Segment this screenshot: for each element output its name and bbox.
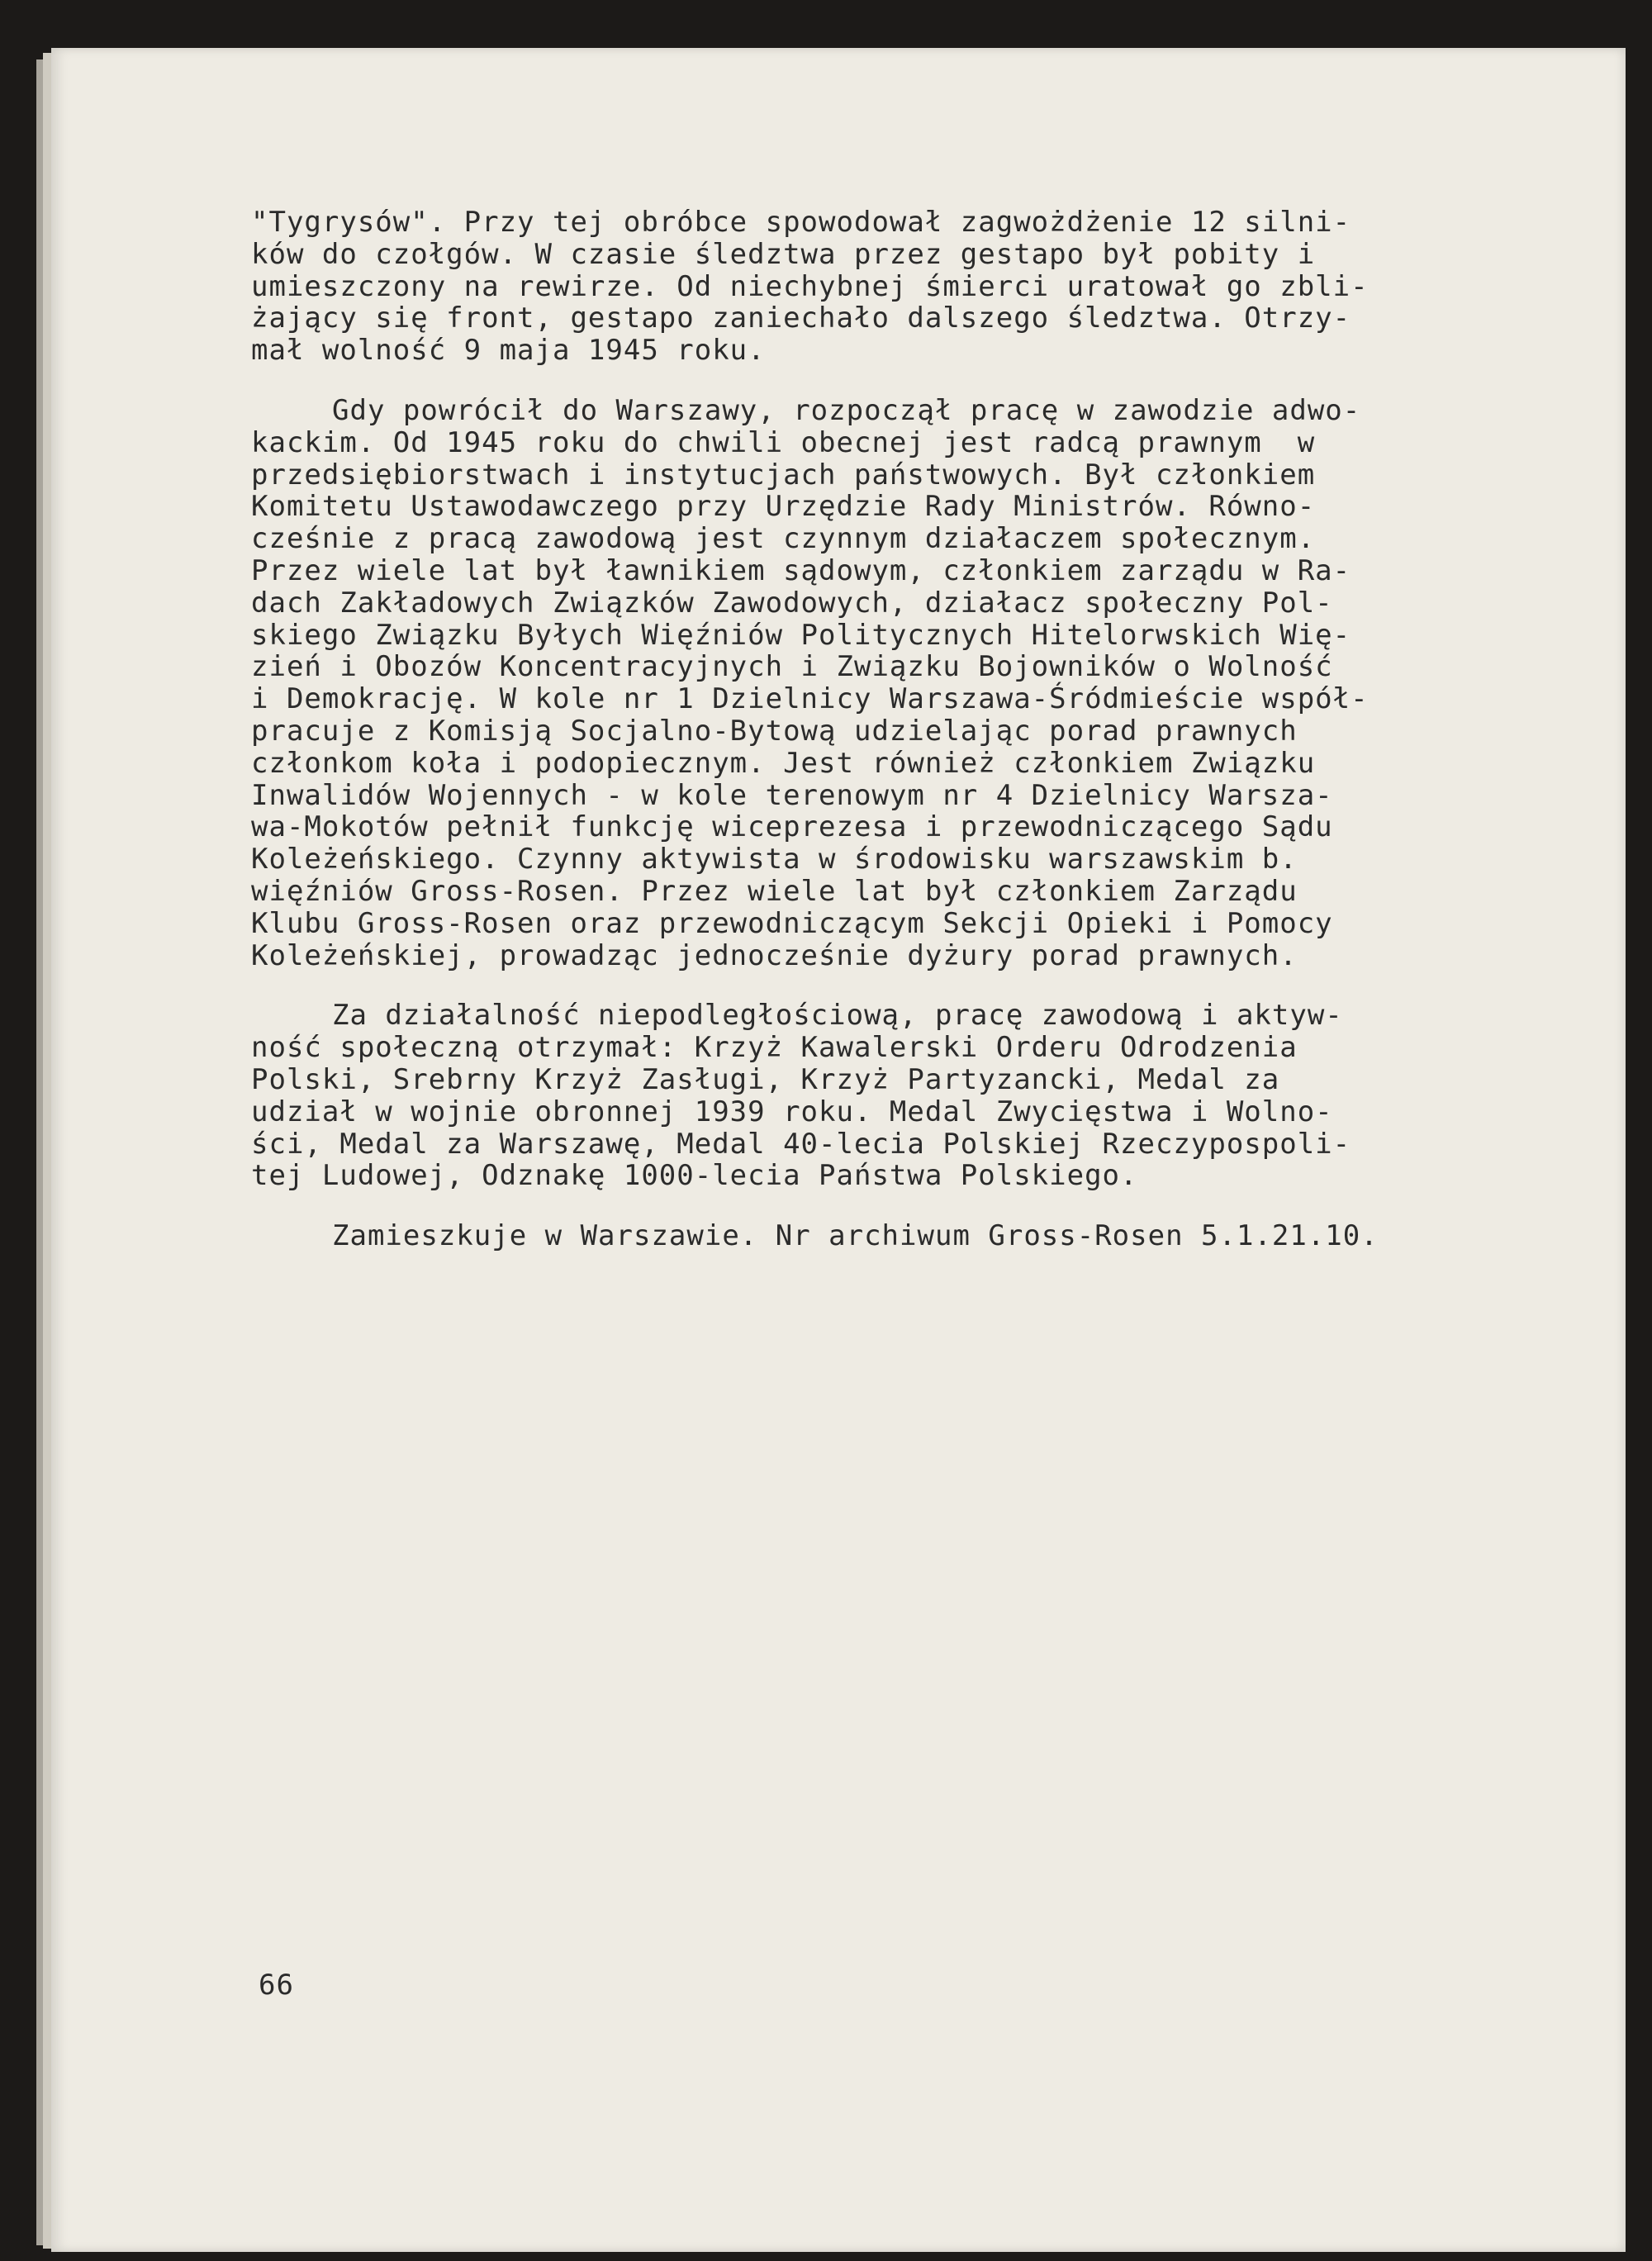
text-line: i Demokrację. W kole nr 1 Dzielnicy Warszawa-Śródmieście współ- [251,682,1369,716]
text-line: Polski, Srebrny Krzyż Zasługi, Krzyż Partyzancki, Medal za [251,1062,1280,1096]
text-line: dach Zakładowych Związków Zawodowych, działacz społeczny Pol- [251,586,1333,620]
text-line: ków do czołgów. W czasie śledztwa przez gestapo był pobity i [251,237,1316,271]
text-line: Klubu Gross-Rosen oraz przewodniczącym Sekcji Opieki i Pomocy [251,906,1333,940]
text-line: pracuje z Komisją Socjalno-Bytową udzielając porad prawnych [251,714,1298,748]
text-line: "Tygrysów". Przy tej obróbce spowodował zagwożdżenie 12 silni- [251,206,1351,239]
text-line: wa-Mokotów pełnił funkcję wiceprezesa i przewodniczącego Sądu [251,810,1333,844]
text-line: Inwalidów Wojennych - w kole terenowym nr 4 Dzielnicy Warsza- [251,778,1333,812]
text-line: Gdy powrócił do Warszawy, rozpoczął pracę w zawodzie adwo- [332,393,1361,427]
text-line: skiego Związku Byłych Więźniów Politycznych Hitelorwskich Wię- [251,618,1351,652]
text-line: Koleżeńskiego. Czynny aktywista w środowisku warszawskim b. [251,843,1298,876]
text-line: zień i Obozów Koncentracyjnych i Związku Bojowników o Wolność [251,650,1333,684]
text-line: kackim. Od 1945 roku do chwili obecnej jest radcą prawnym w [251,425,1316,459]
paragraph-1 [251,207,1482,367]
text-line: żający się front, gestapo zaniechało dalszego śledztwa. Otrzy- [251,302,1351,335]
text-line: Przez wiele lat był ławnikiem sądowym, członkiem zarządu w Ra- [251,553,1351,587]
text-line: więźniów Gross-Rosen. Przez wiele lat był członkiem Zarządu [251,874,1298,908]
paragraph-4 [251,1220,1482,1252]
text-line: Koleżeńskiej, prowadząc jednocześnie dyżury porad prawnych. [251,938,1298,972]
paragraph-2 [251,395,1482,971]
text-line: Zamieszkuje w Warszawie. Nr archiwum Gross-Rosen 5.1.21.10. [332,1219,1379,1253]
text-line: Komitetu Ustawodawczego przy Urzędzie Rady Ministrów. Równo- [251,490,1316,524]
page-edge [43,53,51,2249]
text-line: członkom koła i podopiecznym. Jest również członkiem Związku [251,746,1316,780]
text-line: tej Ludowej, Odznakę 1000-lecia Państwa Polskiego. [251,1159,1138,1193]
text-line: udział w wojnie obronnej 1939 roku. Medal Zwycięstwa i Wolno- [251,1095,1333,1128]
text-line: umieszczony na rewirze. Od niechybnej śmierci uratował go zbli- [251,269,1369,303]
text-line: przedsiębiorstwach i instytucjach państwowych. Był członkiem [251,458,1316,492]
body-text [251,207,1482,1280]
text-line: ści, Medal za Warszawę, Medal 40-lecia Polskiej Rzeczypospoli- [251,1127,1351,1161]
page-edge-shadow [36,59,43,2245]
text-line: ność społeczną otrzymał: Krzyż Kawalerski Orderu Odrodzenia [251,1031,1298,1065]
text-line: Za działalność niepodległościową, pracę zawodową i aktyw- [332,999,1343,1033]
text-line: cześnie z pracą zawodową jest czynnym działaczem społecznym. [251,522,1316,556]
paragraph-3 [251,1000,1482,1192]
text-line: mał wolność 9 maja 1945 roku. [251,334,766,368]
page-number: 66 [259,1969,294,2002]
